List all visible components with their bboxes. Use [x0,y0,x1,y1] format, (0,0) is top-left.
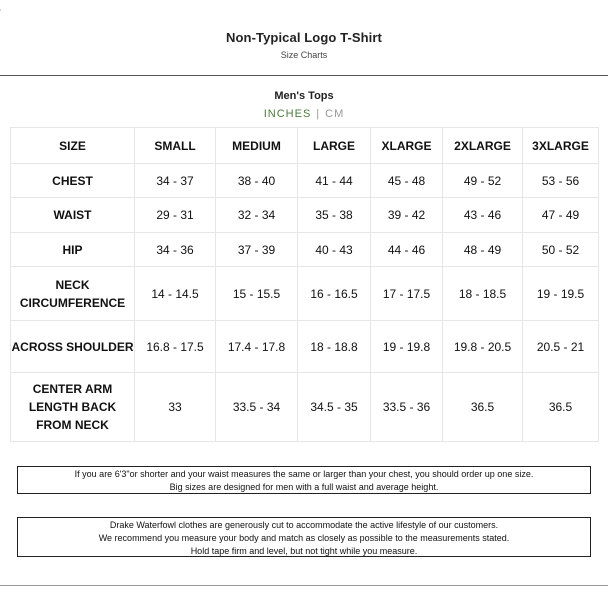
measuring-note-box [17,517,591,557]
table-cell: 48 - 49 [443,233,523,267]
table-row [11,267,599,321]
table-cell: 47 - 49 [523,198,599,233]
unit-cm-tab[interactable]: CM [325,108,345,120]
row-label: WAIST [11,198,135,233]
table-cell: 39 - 42 [371,198,443,233]
table-cell: 32 - 34 [216,198,298,233]
row-label: CHEST [11,164,135,198]
table-cell: 19.8 - 20.5 [443,321,523,373]
page-title: Non-Typical Logo T-Shirt [226,30,382,45]
column-header: SMALL [135,128,216,164]
column-header: 2XLARGE [443,128,523,164]
table-cell: 16 - 16.5 [298,267,371,321]
column-header: 3XLARGE [523,128,599,164]
table-cell: 43 - 46 [443,198,523,233]
table-cell: 33 [135,373,216,442]
corner-mark: ' [0,10,2,16]
footer-divider [0,585,608,586]
table-cell: 29 - 31 [135,198,216,233]
row-label: ACROSS SHOULDER [11,321,135,373]
sizing-note-box [17,466,591,494]
table-cell: 53 - 56 [523,164,599,198]
table-cell: 49 - 52 [443,164,523,198]
table-cell: 35 - 38 [298,198,371,233]
note-line: If you are 6'3"or shorter and your waist measures the same or larger than your chest, you should order up one size. [74,469,534,479]
table-row [11,321,599,373]
table-row [11,373,599,442]
table-cell: 34.5 - 35 [298,373,371,442]
page-subtitle: Size Charts [280,50,328,60]
note-line: Drake Waterfowl clothes are generously cut to accommodate the active lifestyle of our customers. [109,520,499,530]
table-row [11,164,599,198]
table-cell: 19 - 19.5 [523,267,599,321]
table-cell: 41 - 44 [298,164,371,198]
table-cell: 34 - 36 [135,233,216,267]
table-cell: 38 - 40 [216,164,298,198]
column-header: MEDIUM [216,128,298,164]
size-chart-table [10,127,599,442]
table-cell: 44 - 46 [371,233,443,267]
unit-inches-tab[interactable]: INCHES [263,108,312,120]
table-cell: 15 - 15.5 [216,267,298,321]
table-cell: 40 - 43 [298,233,371,267]
page-header [0,30,608,60]
table-cell: 34 - 37 [135,164,216,198]
table-cell: 36.5 [443,373,523,442]
table-cell: 18 - 18.8 [298,321,371,373]
table-cell: 33.5 - 34 [216,373,298,442]
column-header: XLARGE [371,128,443,164]
unit-toggle [0,108,608,120]
table-cell: 17.4 - 17.8 [216,321,298,373]
table-cell: 37 - 39 [216,233,298,267]
note-line: We recommend you measure your body and match as closely as possible to the measurements stated. [98,533,510,543]
table-cell: 18 - 18.5 [443,267,523,321]
table-header-row [11,128,599,164]
section-title: Men's Tops [274,90,334,102]
unit-separator: | [316,108,321,120]
column-header: SIZE [11,128,135,164]
table-cell: 16.8 - 17.5 [135,321,216,373]
table-cell: 33.5 - 36 [371,373,443,442]
row-label: NECK CIRCUMFERENCE [11,267,135,321]
header-divider [0,75,608,76]
row-label: CENTER ARM LENGTH BACK FROM NECK [11,373,135,442]
table-cell: 36.5 [523,373,599,442]
table-cell: 45 - 48 [371,164,443,198]
table-cell: 20.5 - 21 [523,321,599,373]
column-header: LARGE [298,128,371,164]
table-cell: 19 - 19.8 [371,321,443,373]
table-row [11,198,599,233]
table-cell: 50 - 52 [523,233,599,267]
table-cell: 14 - 14.5 [135,267,216,321]
table-row [11,233,599,267]
row-label: HIP [11,233,135,267]
note-line: Hold tape firm and level, but not tight while you measure. [190,546,418,556]
note-line: Big sizes are designed for men with a full waist and average height. [169,482,439,492]
table-cell: 17 - 17.5 [371,267,443,321]
